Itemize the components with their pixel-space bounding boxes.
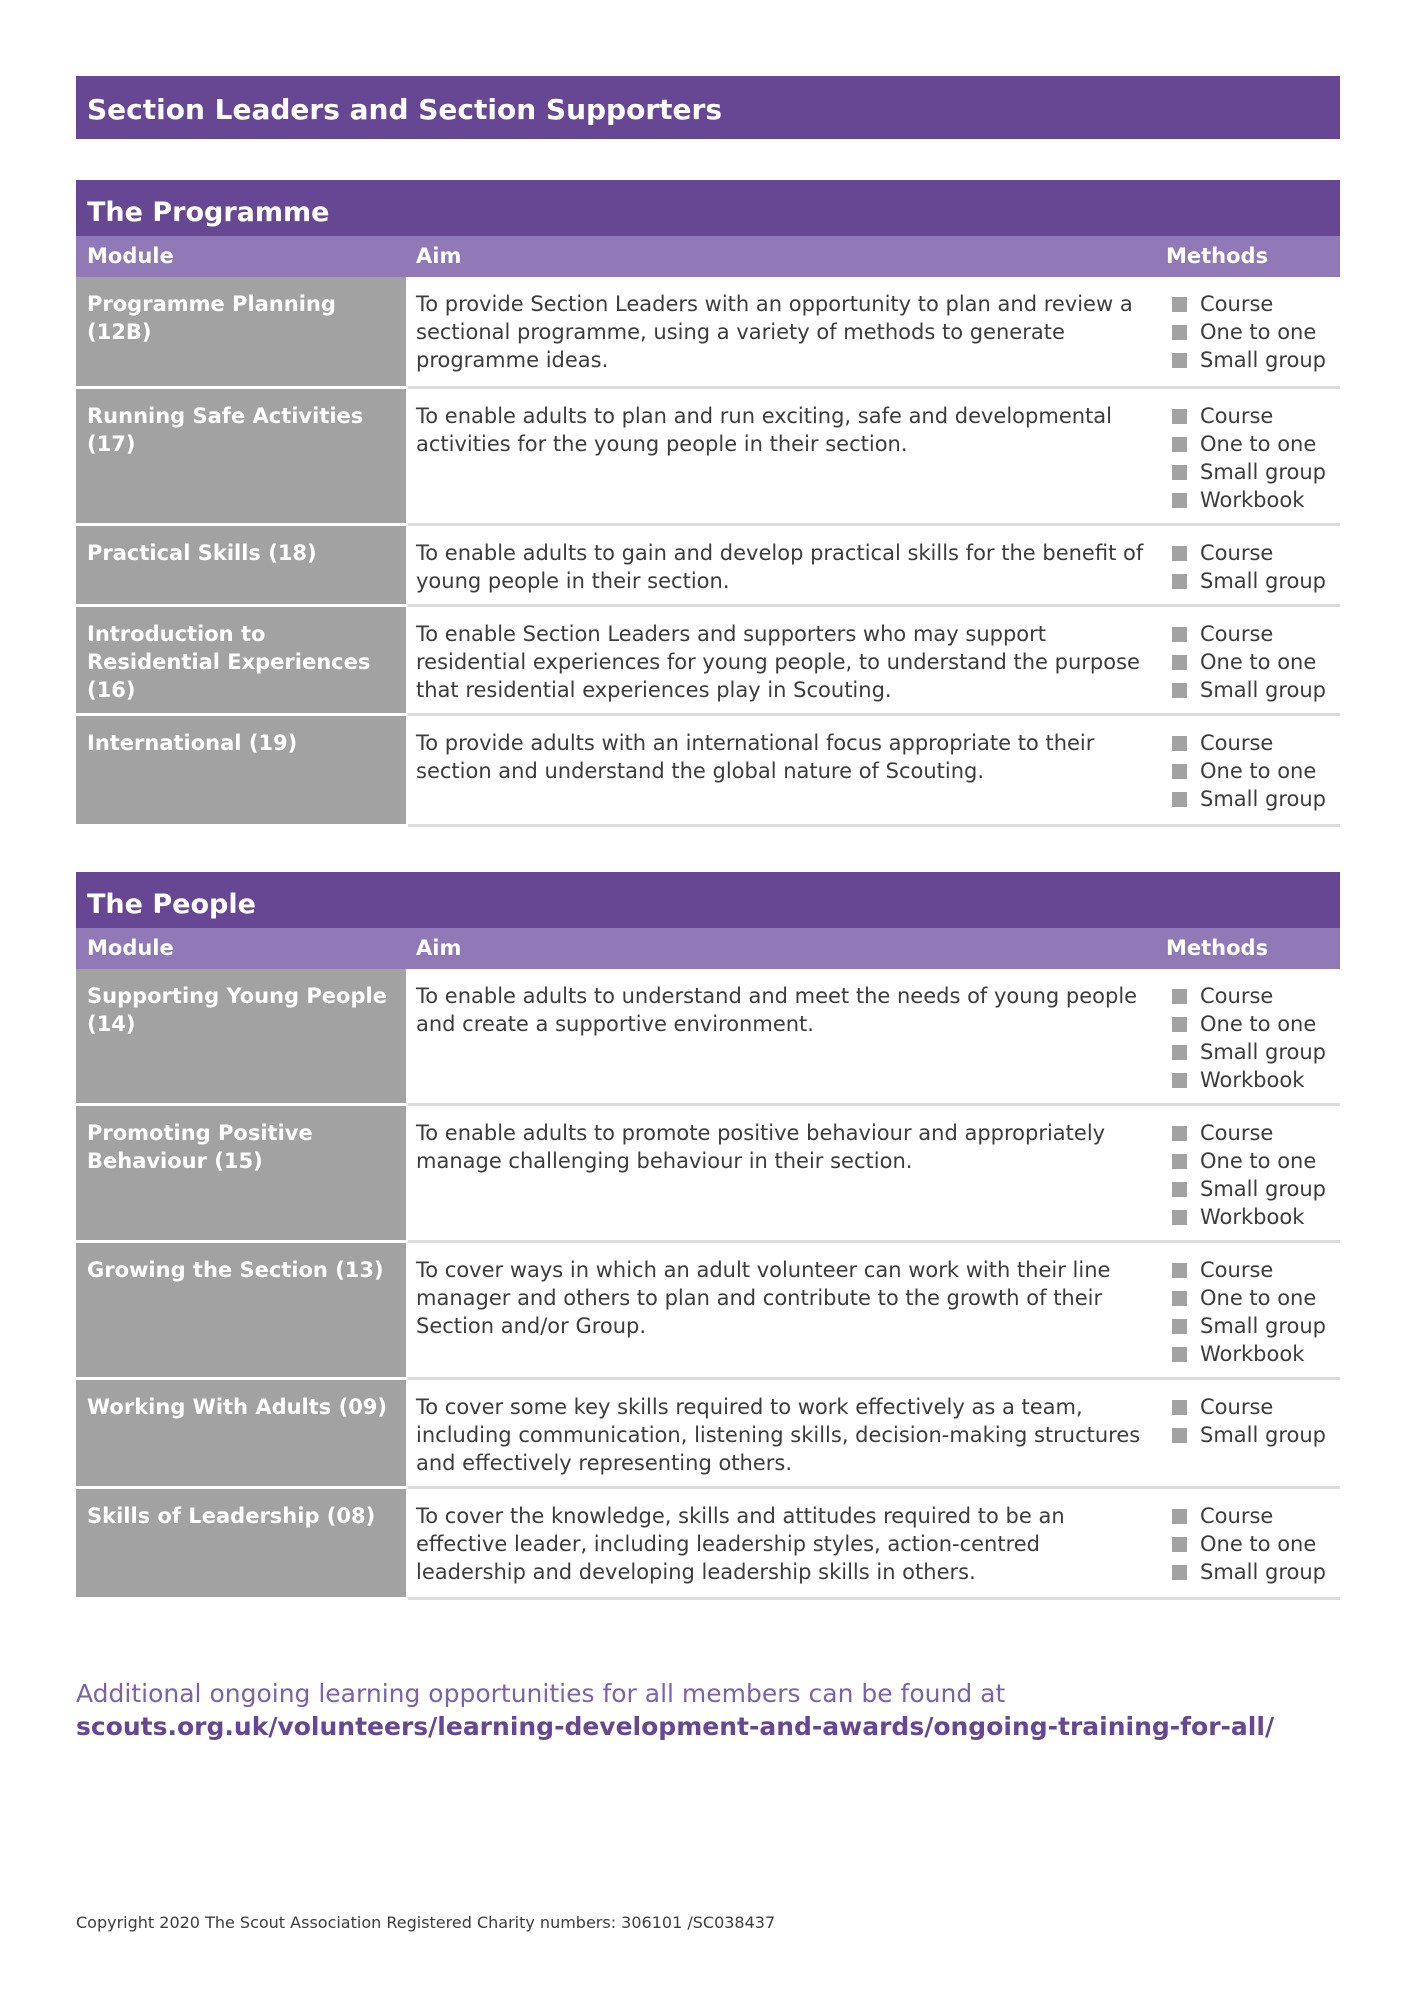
method-item [1166,1010,1326,1038]
table-row [76,1489,1340,1600]
methods-list [1166,620,1326,704]
square-bullet-icon [1172,409,1187,424]
method-item [1166,1502,1326,1530]
method-label: Small group [1200,1177,1326,1201]
method-item [1166,402,1326,430]
methods-list [1166,539,1326,595]
method-label: Workbook [1200,488,1305,512]
method-label: One to one [1200,432,1317,456]
square-bullet-icon [1172,465,1187,480]
methods-list [1166,982,1326,1094]
method-label: Workbook [1200,1342,1305,1366]
module-aim: To enable adults to gain and develop practical skills for the benefit of young people in their section. [416,541,1144,593]
square-bullet-icon [1172,655,1187,670]
method-label: One to one [1200,650,1317,674]
method-item [1166,757,1326,785]
module-aim: To cover the knowledge, skills and attitudes required to be an effective leader, including leadership styles, action-centred leadership and developing leadership skills in others. [416,1504,1065,1584]
method-item [1166,1256,1326,1284]
square-bullet-icon [1172,1319,1187,1334]
module-name: Introduction to Residential Experiences (16) [76,607,406,716]
column-header-module: Module [87,936,174,960]
method-label: Small group [1200,348,1326,372]
programme-section [76,180,1340,827]
method-item [1166,1340,1326,1368]
method-label: Course [1200,404,1274,428]
method-item [1166,1038,1326,1066]
method-label: Course [1200,1395,1274,1419]
method-item [1166,290,1326,318]
square-bullet-icon [1172,297,1187,312]
table-row [76,389,1340,526]
square-bullet-icon [1172,1428,1187,1443]
square-bullet-icon [1172,1017,1187,1032]
method-item [1166,785,1326,813]
row-divider [408,824,1340,827]
section-title: The Programme [76,180,1340,236]
table-body [76,969,1340,1600]
module-aim: To enable Section Leaders and supporters who may support residential experiences for young people, to understand the purpose that residential experiences play in Scouting. [416,622,1140,702]
module-name: Working With Adults (09) [76,1380,406,1489]
square-bullet-icon [1172,1291,1187,1306]
table-row [76,1106,1340,1243]
table-row [76,607,1340,716]
method-item [1166,1147,1326,1175]
method-item [1166,1558,1326,1586]
ongoing-training-link[interactable]: scouts.org.uk/volunteers/learning-development-and-awards/ongoing-training-for-all/ [76,1712,1275,1741]
method-label: Small group [1200,787,1326,811]
method-label: One to one [1200,1012,1317,1036]
method-item [1166,486,1326,514]
methods-list [1166,290,1326,374]
module-aim: To enable adults to plan and run exciting, safe and developmental activities for the young people in their section. [416,404,1112,456]
methods-list [1166,402,1326,514]
module-aim: To enable adults to promote positive behaviour and appropriately manage challenging behaviour in their section. [416,1121,1106,1173]
row-divider [408,1597,1340,1600]
column-header-aim: Aim [416,244,462,268]
method-label: Small group [1200,460,1326,484]
people-section [76,872,1340,1600]
module-name: Practical Skills (18) [76,526,406,607]
square-bullet-icon [1172,1537,1187,1552]
method-label: Course [1200,984,1274,1008]
method-item [1166,676,1326,704]
method-item [1166,982,1326,1010]
method-label: Course [1200,731,1274,755]
method-item [1166,620,1326,648]
square-bullet-icon [1172,1073,1187,1088]
footer-note [76,1677,1340,1743]
module-aim: To provide Section Leaders with an opportunity to plan and review a sectional programme, using a variety of methods to generate programme ideas. [416,292,1133,372]
method-label: Course [1200,1258,1274,1282]
module-name: Running Safe Activities (17) [76,389,406,526]
square-bullet-icon [1172,1045,1187,1060]
square-bullet-icon [1172,1509,1187,1524]
method-item [1166,1066,1326,1094]
square-bullet-icon [1172,764,1187,779]
module-aim: To cover ways in which an adult volunteer can work with their line manager and others to plan and contribute to the growth of their Section and/or Group. [416,1258,1111,1338]
table-body [76,277,1340,827]
square-bullet-icon [1172,1347,1187,1362]
methods-list [1166,1502,1326,1586]
module-name: International (19) [76,716,406,827]
method-label: One to one [1200,1286,1317,1310]
module-aim: To enable adults to understand and meet the needs of young people and create a supportive environment. [416,984,1138,1036]
method-label: Small group [1200,1314,1326,1338]
method-label: Workbook [1200,1205,1305,1229]
square-bullet-icon [1172,792,1187,807]
method-item [1166,1175,1326,1203]
method-label: One to one [1200,1149,1317,1173]
table-row [76,526,1340,607]
table-row [76,1243,1340,1380]
square-bullet-icon [1172,683,1187,698]
module-name: Supporting Young People (14) [76,969,406,1106]
footer-note-text: Additional ongoing learning opportunities for all members can be found at [76,1679,1006,1708]
square-bullet-icon [1172,1126,1187,1141]
table-row [76,716,1340,827]
method-item [1166,430,1326,458]
square-bullet-icon [1172,1182,1187,1197]
method-item [1166,458,1326,486]
table-header [76,928,1340,969]
module-name: Growing the Section (13) [76,1243,406,1380]
column-header-aim: Aim [416,936,462,960]
method-item [1166,567,1326,595]
square-bullet-icon [1172,736,1187,751]
method-item [1166,539,1326,567]
method-label: Small group [1200,569,1326,593]
square-bullet-icon [1172,1565,1187,1580]
table-row [76,277,1340,389]
method-label: Workbook [1200,1068,1305,1092]
method-label: Small group [1200,678,1326,702]
method-label: Small group [1200,1423,1326,1447]
module-aim: To provide adults with an international focus appropriate to their section and understand the global nature of Scouting. [416,731,1095,783]
method-label: One to one [1200,320,1317,344]
method-label: One to one [1200,759,1317,783]
module-aim: To cover some key skills required to work effectively as a team, including communication, listening skills, decision-making structures and effectively representing others. [416,1395,1141,1475]
square-bullet-icon [1172,493,1187,508]
column-header-module: Module [87,244,174,268]
row-separator [76,824,406,827]
method-label: Small group [1200,1560,1326,1584]
square-bullet-icon [1172,989,1187,1004]
methods-list [1166,1256,1326,1368]
method-item [1166,346,1326,374]
square-bullet-icon [1172,1210,1187,1225]
module-name: Programme Planning (12B) [76,277,406,389]
methods-list [1166,729,1326,813]
table-row [76,1380,1340,1489]
column-header-methods: Methods [1166,936,1269,960]
methods-list [1166,1119,1326,1231]
square-bullet-icon [1172,546,1187,561]
column-header-methods: Methods [1166,244,1269,268]
module-name: Promoting Positive Behaviour (15) [76,1106,406,1243]
method-item [1166,729,1326,757]
table-row [76,969,1340,1106]
method-item [1166,1421,1326,1449]
square-bullet-icon [1172,627,1187,642]
square-bullet-icon [1172,1263,1187,1278]
copyright-text: Copyright 2020 The Scout Association Registered Charity numbers: 306101 /SC038437 [76,1913,776,1932]
method-label: One to one [1200,1532,1317,1556]
method-item [1166,318,1326,346]
methods-list [1166,1393,1326,1449]
section-title: The People [76,872,1340,928]
square-bullet-icon [1172,1154,1187,1169]
method-label: Course [1200,1121,1274,1145]
table-header [76,236,1340,277]
module-name: Skills of Leadership (08) [76,1489,406,1600]
method-label: Course [1200,541,1274,565]
method-item [1166,1203,1326,1231]
method-label: Course [1200,292,1274,316]
square-bullet-icon [1172,437,1187,452]
page-banner-title: Section Leaders and Section Supporters [76,76,1340,139]
method-item [1166,1312,1326,1340]
method-label: Course [1200,622,1274,646]
square-bullet-icon [1172,325,1187,340]
method-item [1166,1393,1326,1421]
method-item [1166,648,1326,676]
method-item [1166,1284,1326,1312]
method-item [1166,1119,1326,1147]
square-bullet-icon [1172,353,1187,368]
method-label: Course [1200,1504,1274,1528]
square-bullet-icon [1172,1400,1187,1415]
method-item [1166,1530,1326,1558]
method-label: Small group [1200,1040,1326,1064]
square-bullet-icon [1172,574,1187,589]
row-separator [76,1597,406,1600]
